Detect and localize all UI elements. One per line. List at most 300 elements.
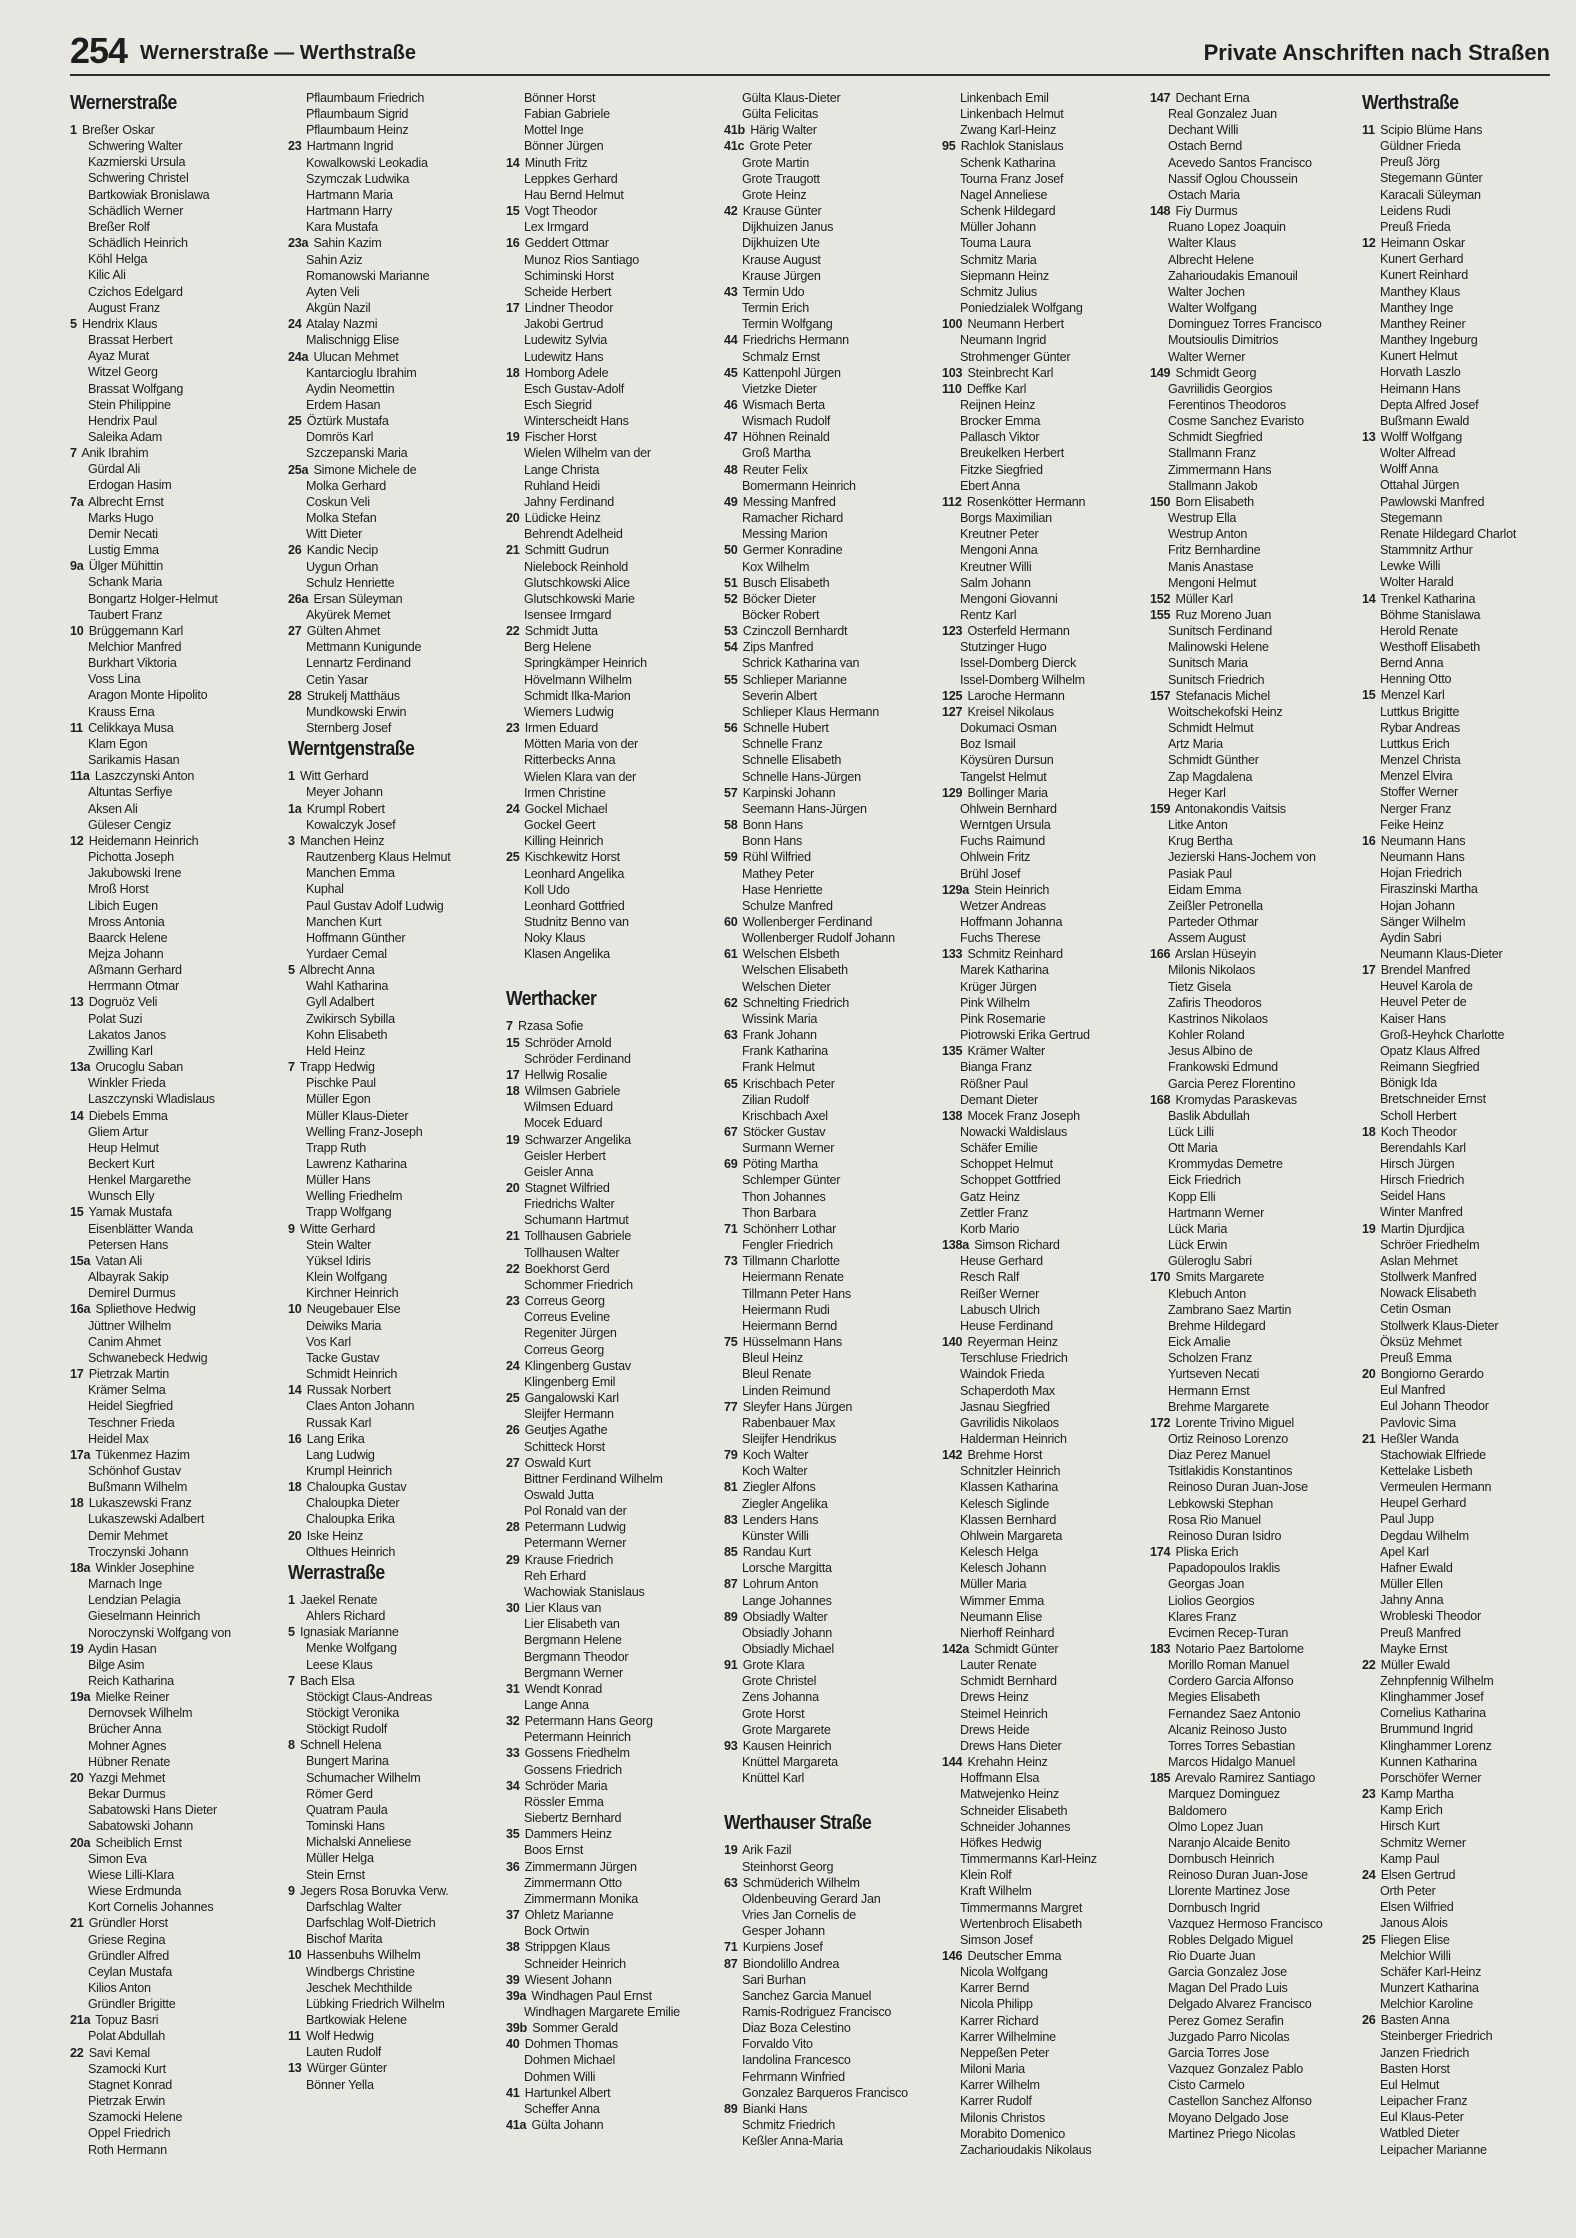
address-entry: Dornbusch Heinrich [1168,1852,1275,1867]
address-entry: 9a Ülger Mühittin [70,559,163,574]
address-entry: 42 Krause Günter [724,204,822,219]
address-entry: Grote Margarete [742,1722,831,1737]
address-entry: 39 Wiesent Johann [506,1972,612,1987]
address-entry: Bönigk Ida [1380,1076,1438,1091]
address-entry: Morabito Domenico [960,2126,1065,2141]
section-title: Private Anschriften nach Straßen [1203,40,1550,65]
address-entry: Albayrak Sakip [88,1270,169,1285]
address-entry: Parteder Othmar [1168,914,1259,929]
address-entry: Olthues Heinrich [306,1544,396,1559]
address-entry: Rößner Paul [960,1076,1028,1091]
address-entry: Reinoso Duran Juan-Jose [1168,1868,1308,1883]
address-entry: 22 Schmidt Jutta [506,624,598,639]
address-entry: Wiese Erdmunda [88,1884,182,1899]
address-entry: Aßmann Gerhard [88,963,182,978]
address-entry: Michalski Anneliese [306,1835,412,1850]
address-entry: Magan Del Prado Luis [1168,1981,1288,1996]
address-entry: Klassen Bernhard [960,1512,1057,1527]
address-entry: 29 Krause Friedrich [506,1552,614,1567]
address-entry: Gründler Alfred [88,1948,169,1963]
address-entry: 28 Petermann Ludwig [506,1520,626,1535]
address-entry: Gründler Brigitte [88,1997,176,2012]
address-entry: 27 Oswald Kurt [506,1455,591,1470]
address-entry: 17 Hellwig Rosalie [506,1067,608,1082]
address-entry: Pink Wilhelm [960,995,1030,1010]
address-entry: Rentz Karl [960,608,1017,622]
address-entry: 15 Vogt Theodor [506,204,598,219]
address-entry: Yurtseven Necati [1168,1367,1260,1382]
address-entry: Werntgen Ursula [960,818,1051,833]
address-entry: Vermeulen Hermann [1380,1480,1492,1495]
address-entry: 7 Anik Ibrahim [70,446,149,461]
address-entry: Zimmermann Otto [524,1875,622,1890]
address-entry: Stachowiak Elfriede [1380,1447,1486,1462]
address-entry: Melchior Willi [1380,1948,1451,1963]
address-entry: Jahny Ferdinand [524,494,615,509]
address-entry: Neppeßen Peter [960,2045,1049,2060]
address-entry: Jahny Anna [1380,1593,1444,1608]
address-entry: Stein Philippine [88,397,171,412]
address-entry: Moyano Delgado Jose [1168,2110,1289,2125]
address-entry: Dernovsek Wilhelm [88,1706,193,1721]
address-entry: Höfkes Hedwig [960,1835,1042,1850]
address-entry: 15 Yamak Mustafa [70,1205,172,1220]
address-entry: Erdogan Hasim [88,478,172,493]
address-entry: Schädlich Werner [88,203,184,218]
address-entry: Demant Dieter [960,1092,1038,1107]
address-entry: Schmidt Helmut [1168,721,1254,736]
address-entry: Siepmann Heinz [960,268,1049,283]
address-entry: Rautzenberg Klaus Helmut [306,850,451,865]
address-entry: Schnitzler Heinrich [960,1464,1061,1479]
address-entry: 12 Heimann Oskar [1362,236,1466,251]
address-entry: Mocek Eduard [524,1116,603,1131]
address-entry: Menke Wolfgang [306,1641,397,1656]
address-entry: Bungert Marina [306,1754,389,1769]
address-entry: Artz Maria [1168,737,1223,752]
address-entry: 27 Gülten Ahmet [288,624,381,639]
address-entry: Heimann Hans [1380,381,1461,396]
address-entry: Rybar Andreas [1380,720,1461,735]
address-entry: Russak Karl [306,1415,372,1430]
address-entry: Cornelius Katharina [1380,1706,1486,1721]
address-entry: Sleijfer Hermann [524,1407,614,1422]
address-entry: Grote Traugott [742,171,820,186]
address-entry: Dornbusch Ingrid [1168,1900,1260,1915]
address-entry: Krämer Selma [88,1383,166,1398]
address-entry: Kilic Ali [88,268,126,283]
address-entry: 21 Gründler Horst [70,1916,168,1931]
address-entry: Altuntas Serfiye [88,785,173,800]
address-entry: Beckert Kurt [88,1157,155,1171]
address-entry: Müller Helga [306,1851,374,1866]
address-entry: Oswald Jutta [524,1487,594,1502]
address-entry: Megies Elisabeth [1168,1690,1260,1705]
address-entry: Reißer Werner [960,1286,1040,1301]
address-entry: Aragon Monte Hipolito [88,688,208,703]
address-entry: Schönhof Gustav [88,1463,181,1478]
address-entry: Jüttner Wilhelm [88,1318,172,1333]
address-entry: Coskun Veli [306,494,370,509]
address-entry: Reich Katharina [88,1674,174,1688]
address-entry: Pol Ronald van der [524,1504,627,1519]
address-entry: 52 Böcker Dieter [724,591,816,606]
address-entry: 112 Rosenkötter Hermann [942,494,1086,509]
address-entry: Wrobleski Theodor [1380,1609,1481,1624]
address-entry: Schmitz Maria [960,252,1037,267]
address-entry: Demirel Durmus [88,1286,176,1301]
address-entry: 11 Wolf Hedwig [288,2029,374,2044]
address-entry: Resch Ralf [960,1270,1020,1285]
address-entry: Pink Rosemarie [960,1011,1046,1026]
address-entry: Paul Jupp [1380,1512,1434,1527]
address-entry: Heuvel Karola de [1380,979,1473,994]
address-entry: 20 Iske Heinz [288,1528,364,1543]
address-entry: Frank Helmut [742,1060,815,1075]
address-entry: Baslik Abdullah [1168,1108,1250,1123]
address-entry: Tillmann Peter Hans [742,1286,851,1301]
address-entry: Messing Marion [742,527,828,542]
address-entry: 41b Härig Walter [724,123,817,138]
address-entry: Leppkes Gerhard [524,171,618,186]
address-entry: Zafiris Theodoros [1168,995,1262,1010]
address-entry: Severin Albert [742,688,817,703]
address-entry: Petermann Heinrich [524,1730,631,1745]
address-entry: Schumann Hartmut [524,1213,629,1228]
address-entry: Pflaumbaum Sigrid [306,107,409,122]
address-entry: Waindok Frieda [960,1367,1045,1382]
address-entry: Bönner Yella [306,2077,374,2092]
address-entry: Brassat Herbert [88,333,173,348]
address-entry: Baldomero [1168,1803,1227,1818]
street-heading: Werthacker [506,988,597,1011]
address-entry: 5 Ignasiak Marianne [288,1625,399,1640]
address-entry: Bretschneider Ernst [1380,1092,1486,1107]
address-entry: Reimann Siegfried [1380,1060,1480,1075]
address-entry: Cetin Yasar [306,672,368,687]
address-entry: 166 Arslan Hüseyin [1150,947,1257,962]
address-entry: Karacali Süleyman [1380,187,1481,202]
address-entry: Acevedo Santos Francisco [1168,155,1312,170]
address-entry: Luttkus Brigitte [1380,704,1460,719]
address-entry: Frank Katharina [742,1044,828,1059]
address-entry: Kreutner Willi [960,559,1032,574]
address-entry: Darfschlag Walter [306,1899,402,1914]
address-entry: Milonis Nikolaos [1168,963,1255,978]
address-entry: 17 Pietrzak Martin [70,1367,169,1382]
address-entry: Fernandez Saez Antonio [1168,1706,1301,1721]
address-entry: Nielebock Reinhold [524,559,629,574]
address-entry: Brücher Anna [88,1722,162,1737]
address-entry: Simson Josef [960,1932,1033,1947]
address-entry: Jakobi Gertrud [524,317,604,332]
address-entry: Schwering Christel [88,171,189,186]
address-entry: Schmalz Ernst [742,349,820,364]
address-entry: Eul Helmut [1380,2077,1440,2092]
address-entry: 7a Albrecht Ernst [70,494,164,509]
address-entry: Esch Gustav-Adolf [524,381,625,396]
address-entry: Uygun Orhan [306,559,379,574]
address-entry: 7 Rzasa Sofie [506,1019,584,1034]
address-entry: Bußmann Ewald [1380,413,1470,428]
address-entry: Schmidt Ilka-Marion [524,688,631,703]
address-entry: Seidel Hans [1380,1189,1446,1204]
address-entry: Hoffmann Johanna [960,914,1063,929]
address-entry: Schwanebeck Hedwig [88,1350,208,1365]
address-entry: 17a Tükenmez Hazim [70,1447,190,1462]
address-entry: Bernd Anna [1380,656,1444,671]
address-entry: 18 Lukaszewski Franz [70,1496,192,1511]
street-heading: Werrastraße [288,1561,385,1584]
address-entry: Petersen Hans [88,1237,169,1252]
address-entry: 30 Lier Klaus van [506,1601,602,1616]
address-entry: 18 Koch Theodor [1362,1124,1457,1139]
address-entry: Schnelle Franz [742,737,823,752]
address-entry: Kamp Paul [1380,1851,1440,1866]
address-entry: Ritterbecks Anna [524,753,616,768]
address-entry: 185 Arevalo Ramirez Santiago [1150,1771,1316,1786]
address-entry: Vries Jan Cornelis de [742,1908,856,1923]
address-entry: Berendahls Karl [1380,1140,1466,1155]
address-entry: Bergmann Theodor [524,1649,629,1664]
address-entry: 25 Öztürk Mustafa [288,414,389,429]
address-entry: Nagel Anneliese [960,187,1048,202]
address-entry: Walter Werner [1168,349,1246,364]
address-entry: 149 Schmidt Georg [1150,365,1257,380]
address-entry: Mengoni Anna [960,543,1038,558]
address-entry: Wiese Lilli-Klara [88,1867,175,1882]
address-entry: 125 Laroche Hermann [942,688,1065,703]
address-entry: Forvaldo Vito [742,2037,813,2052]
address-entry: Wetzer Andreas [960,898,1046,913]
address-entry: Schröer Friedhelm [1380,1237,1480,1252]
address-entry: Drews Heide [960,1722,1030,1737]
address-entry: Kraft Wilhelm [960,1884,1032,1899]
street-heading: Wernerstraße [70,92,177,114]
address-entry: 24a Ulucan Mehmet [288,349,399,364]
address-entry: Sleijfer Hendrikus [742,1431,837,1446]
address-entry: Geisler Herbert [524,1148,606,1163]
address-entry: Mötten Maria von der [524,737,638,752]
address-entry: 19 Fischer Horst [506,430,597,445]
address-entry: Krommydas Demetre [1168,1157,1283,1172]
address-entry: Neumann Klaus-Dieter [1380,946,1503,961]
address-entry: Vazquez Hermoso Francisco [1168,1916,1323,1931]
address-entry: Linkenbach Emil [960,91,1049,105]
address-entry: 10 Neugebauer Else [288,1302,401,1317]
address-entry: Hendrix Paul [88,413,158,428]
address-entry: Tietz Gisela [1168,979,1232,994]
address-entry: Ottahal Jürgen [1380,478,1460,493]
address-entry: Timmermanns Karl-Heinz [960,1852,1097,1867]
address-entry: Akgün Nazil [306,301,371,316]
address-entry: Ortiz Reinoso Lorenzo [1168,1431,1289,1446]
address-entry: Kowalkowski Leokadia [306,155,428,170]
address-entry: Dechant Willi [1168,123,1239,138]
address-entry: Szamocki Kurt [88,2061,166,2076]
address-entry: Preuß Manfred [1380,1625,1461,1640]
address-entry: Eick Friedrich [1168,1173,1241,1188]
address-entry: Eidam Emma [1168,882,1242,897]
address-entry: Mathey Peter [742,866,814,881]
address-entry: Tsitlakidis Konstantinos [1168,1464,1293,1479]
address-entry: Leipacher Franz [1380,2094,1468,2109]
address-entry: 110 Deffke Karl [942,381,1027,396]
address-entry: Ohlwein Bernhard [960,801,1057,816]
address-entry: Windhagen Margarete Emilie [524,2004,680,2019]
address-entry: 23 Hartmann Ingrid [288,139,394,154]
address-entry: Schneider Elisabeth [960,1803,1068,1818]
address-entry: Hartmann Maria [306,187,393,202]
address-entry: Breukelken Herbert [960,446,1064,461]
address-entry: Stein Ernst [306,1867,365,1882]
address-entry: Zwang Karl-Heinz [960,123,1057,138]
address-entry: Moutsioulis Dimitrios [1168,333,1279,348]
address-entry: 14 Minuth Fritz [506,155,588,170]
address-entry: 7 Bach Elsa [288,1673,355,1688]
address-entry: Burkhart Viktoria [88,656,177,671]
address-entry: Ahlers Richard [306,1609,386,1624]
address-entry: Paul Gustav Adolf Ludwig [306,898,444,913]
address-entry: Nassif Oglou Choussein [1168,171,1298,186]
address-entry: 23 Kamp Martha [1362,1787,1454,1802]
address-entry: Hirsch Kurt [1380,1819,1440,1834]
address-entry: Munzert Katharina [1380,1980,1479,1995]
address-entry: Leese Klaus [306,1657,373,1672]
address-entry: 155 Ruz Moreno Juan [1150,608,1272,622]
address-entry: 157 Stefanacis Michel [1150,688,1270,703]
address-entry: Ott Maria [1168,1141,1218,1156]
address-entry: Wimmer Emma [960,1593,1044,1608]
address-entry: Sanchez Garcia Manuel [742,1988,872,2003]
address-entry: 91 Grote Klara [724,1658,805,1673]
address-entry: Pallasch Viktor [960,430,1040,445]
address-entry: Krause August [742,252,821,267]
address-entry: Schmitz Friedrich [742,2118,836,2133]
address-entry: Hojan Friedrich [1380,866,1462,881]
address-entry: Oldenbeuving Gerard Jan [742,1891,881,1906]
address-entry: 11 Scipio Blüme Hans [1362,123,1483,137]
address-entry: Gülta Felicitas [742,107,819,122]
address-entry: Mejza Johann [88,946,164,961]
address-entry: Gieselmann Heinrich [88,1609,201,1624]
address-entry: Wachowiak Stanislaus [524,1584,645,1599]
address-entry: Lebkowski Stephan [1168,1496,1273,1511]
address-entry: Güleser Cengiz [88,817,172,832]
address-entry: Brühl Josef [960,866,1021,881]
address-entry: Lange Christa [524,462,600,477]
address-entry: Heupel Gerhard [1380,1496,1467,1511]
address-entry: Matwejenko Heinz [960,1787,1059,1802]
address-entry: Molka Gerhard [306,478,387,493]
address-entry: Klam Egon [88,736,148,751]
address-entry: Brehme Hildegard [1168,1318,1266,1333]
address-entry: Schulze Manfred [742,898,833,913]
address-entry: Schnelle Hans-Jürgen [742,769,861,784]
address-entry: Karrer Bernd [960,1981,1030,1996]
address-entry: Stallmann Franz [1168,446,1256,461]
address-entry: 16 Neumann Hans [1362,833,1466,848]
address-entry: 26 Kandic Necip [288,543,378,558]
address-entry: Quatram Paula [306,1802,388,1817]
column-4 [724,90,936,2220]
address-entry: Wahl Katharina [306,979,389,994]
address-entry: 39a Windhagen Paul Ernst [506,1988,652,2003]
address-entry: Leipacher Marianne [1380,2142,1487,2157]
address-entry: Köysüren Dursun [960,753,1054,768]
address-entry: Preuß Frieda [1380,219,1451,234]
column-6 [1150,90,1362,2220]
address-entry: Ohlwein Fritz [960,850,1031,865]
address-entry: Salm Johann [960,575,1031,590]
address-entry: Korb Mario [960,1221,1020,1236]
address-entry: Laszczynski Wladislaus [88,1092,215,1107]
address-entry: Schmitz Julius [960,284,1037,299]
address-entry: Obsiadly Johann [742,1625,833,1640]
address-entry: 142 Brehme Horst [942,1448,1043,1463]
address-entry: 56 Schnelle Hubert [724,721,829,736]
address-entry: 83 Lenders Hans [724,1512,819,1527]
address-entry: Scholl Herbert [1380,1108,1457,1123]
address-entry: Wolter Harald [1380,575,1454,590]
address-entry: Kunert Gerhard [1380,252,1464,267]
address-entry: 133 Schmitz Reinhard [942,947,1063,962]
address-entry: Bergmann Werner [524,1665,623,1680]
address-entry: Kastrinos Nikolaos [1168,1011,1268,1026]
address-entry: Zwikirsch Sybilla [306,1011,395,1026]
address-entry: 34 Schröder Maria [506,1778,608,1793]
address-entry: 135 Krämer Walter [942,1044,1045,1059]
address-entry: Müller Egon [306,1092,371,1107]
address-entry: Thon Barbara [742,1205,817,1220]
address-entry: Tominski Hans [306,1819,385,1834]
address-entry: 152 Müller Karl [1150,591,1233,606]
address-entry: Zeißler Petronella [1168,898,1263,913]
address-entry: Simon Eva [88,1851,147,1866]
address-entry: 57 Karpinski Johann [724,785,836,800]
address-entry: Winkler Frieda [88,1076,166,1091]
address-entry: Bonn Hans [742,834,803,849]
address-entry: Trapp Ruth [306,1140,367,1155]
address-entry: Nowacki Waldislaus [960,1125,1068,1139]
address-entry: 20 Stagnet Wilfried [506,1181,610,1195]
address-entry: 13 Würger Günter [288,2061,387,2076]
address-entry: Jesus Albino de [1168,1044,1253,1059]
address-entry: Westhoff Elisabeth [1380,640,1481,654]
address-entry: Stagnet Konrad [88,2077,173,2092]
address-entry: 19 Arik Fazil [724,1843,792,1858]
address-entry: Manthey Ingeburg [1380,333,1478,348]
address-entry: Nicola Philipp [960,1997,1033,2012]
address-entry: Walter Wolfgang [1168,301,1257,316]
address-entry: Leidens Rudi [1380,203,1451,218]
address-entry: Kunert Helmut [1380,349,1458,364]
address-entry: Liolios Georgios [1168,1593,1255,1608]
address-entry: Walter Klaus [1168,236,1236,251]
address-entry: Marcos Hidalgo Manuel [1168,1755,1296,1770]
street-heading: Werntgenstraße [288,738,415,761]
address-entry: Timmermanns Margret [960,1900,1083,1915]
address-entry: Held Heinz [306,1043,366,1058]
address-entry: Dijkhuizen Ute [742,236,820,251]
address-entry: Schiminski Horst [524,268,614,283]
address-entry: Bartkowiak Bronislawa [88,187,210,202]
address-entry: Kirchner Heinrich [306,1286,399,1301]
address-entry: Jeschek Mechthilde [306,1980,413,1995]
address-entry: Watbled Dieter [1380,2126,1460,2141]
address-entry: 172 Lorente Trivino Miguel [1150,1415,1294,1430]
address-entry: Wismach Rudolf [742,414,831,429]
